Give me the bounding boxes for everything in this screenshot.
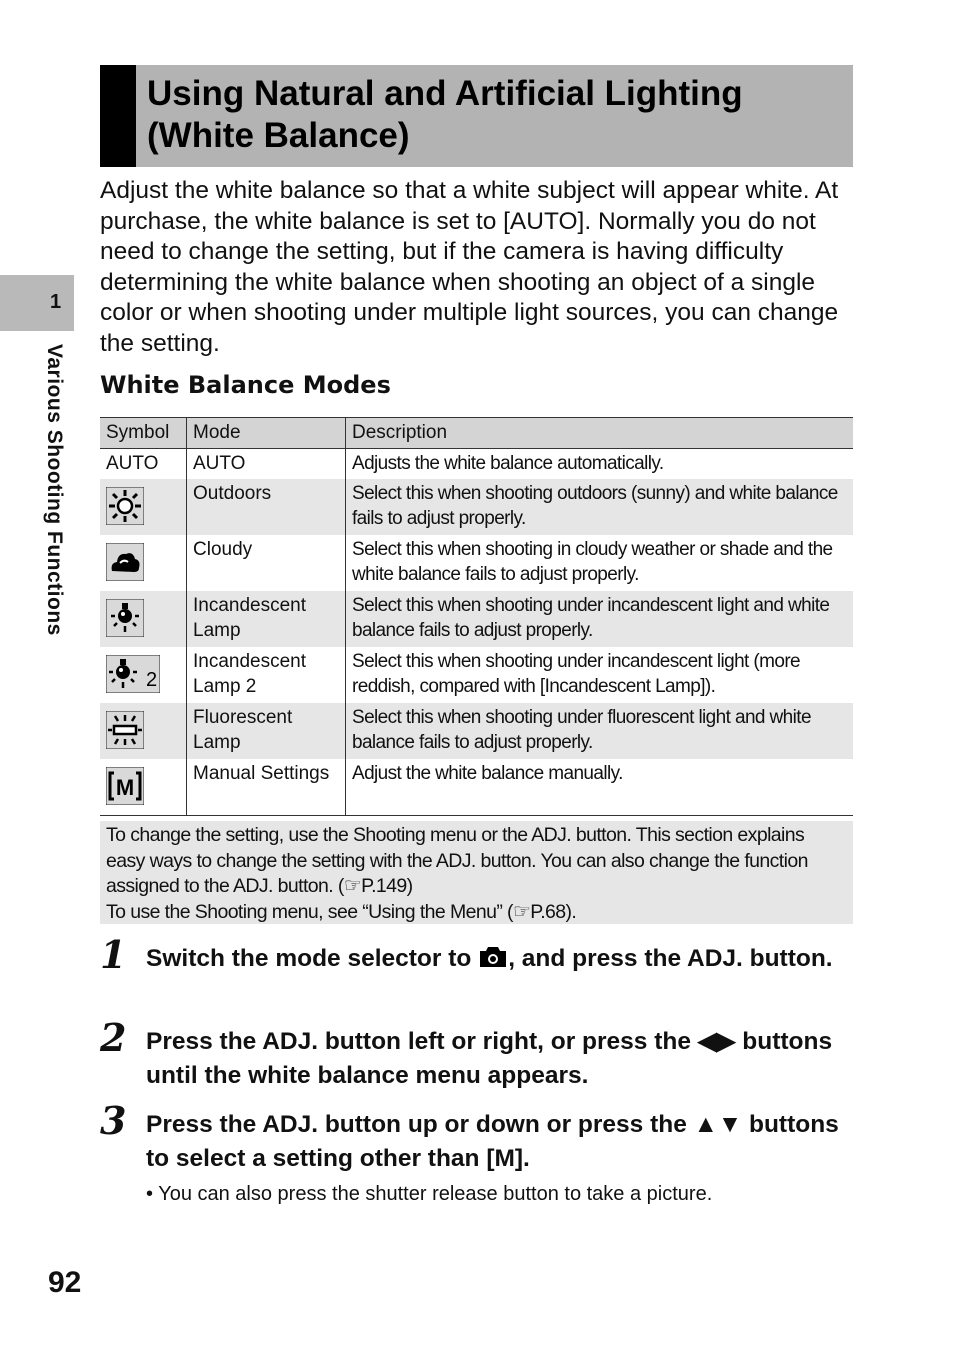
- description-cell: Select this when shooting under incandescent light (more reddish, compared with [Incandescent Lamp]).: [352, 651, 801, 697]
- step-text-part: , and press the ADJ. button.: [508, 945, 833, 972]
- title-line-1: Using Natural and Artificial Lighting: [147, 74, 743, 113]
- chapter-number: 1: [50, 291, 62, 313]
- description-cell: Select this when shooting outdoors (sunny) and white balance fails to adjust properly.: [346, 479, 854, 535]
- pointing-hand-icon: ☞: [343, 875, 362, 897]
- table-header-row: [100, 418, 853, 449]
- table-row: [100, 647, 853, 703]
- symbol-cell: [100, 535, 187, 591]
- mode-cell: AUTO: [187, 449, 346, 480]
- description-cell: Adjust the white balance manually.: [346, 759, 854, 816]
- svg-text:2: 2: [146, 669, 158, 691]
- description-cell: Select this when shooting under incandescent light and white balance fails to adjust properly.: [346, 591, 854, 647]
- table-row: [100, 479, 853, 535]
- step-text: Press the ADJ. button up or down or press the ▲▼ buttons to select a setting other than [M].: [146, 1111, 839, 1172]
- step-text: Press the ADJ. button left or right, or press the ◀▶ buttons until the white balance menu appears.: [146, 1028, 833, 1089]
- chapter-tab: [0, 275, 74, 331]
- page-number: 92: [48, 1266, 82, 1299]
- table-row: [100, 535, 853, 591]
- title-line-2: (White Balance): [147, 116, 410, 155]
- page-reference[interactable]: P.149): [361, 875, 413, 897]
- symbol-cell: [100, 591, 187, 647]
- cloudy-icon: [106, 543, 144, 581]
- page-title-box: [100, 65, 853, 167]
- mode-cell: Manual Settings: [187, 759, 346, 816]
- pointing-hand-icon: ☞: [512, 900, 531, 923]
- mode-cell: Cloudy: [187, 535, 346, 591]
- note-text: To use the Shooting menu, see “Using the Menu” (: [106, 900, 513, 923]
- camera-icon: [478, 945, 508, 969]
- step-text-part: Switch the mode selector to: [146, 945, 479, 972]
- step-number: 3: [100, 1098, 127, 1143]
- table-row: [100, 449, 853, 480]
- incandescent-lamp-2-icon: [106, 655, 160, 693]
- step-number: 1: [100, 932, 127, 977]
- symbol-cell: [100, 759, 187, 816]
- mode-cell: Fluorescent Lamp: [187, 703, 346, 759]
- header-mode: Mode: [187, 418, 346, 449]
- note-text: To change the setting, use the Shooting menu or the ADJ. button. This section explains easy ways to change the setting with the ADJ. button. You can also change the function assigned to the ADJ. button. (: [106, 824, 808, 897]
- bullet-note: • You can also press the shutter release button to take a picture.: [146, 1183, 713, 1205]
- table-row: [100, 759, 853, 816]
- mode-cell: Incandescent Lamp 2: [187, 647, 346, 703]
- symbol-cell: [100, 703, 187, 759]
- symbol-cell: [100, 647, 187, 703]
- incandescent-lamp-icon: [106, 599, 144, 637]
- fluorescent-lamp-icon: [106, 711, 144, 749]
- intro-paragraph: Adjust the white balance so that a white subject will appear white. At purchase, the white balance is set to [AUTO]. Normally you do not need to change the setting, but if the camera is having difficulty determining the white balance when shooting an object of a single color or when shooting under multiple light sources, you can change the setting.: [100, 177, 839, 357]
- step-number: 2: [100, 1015, 127, 1060]
- mode-cell: Incandescent Lamp: [187, 591, 346, 647]
- step-text: [146, 942, 846, 976]
- description-cell: Adjusts the white balance automatically.: [352, 453, 664, 474]
- table-row: [100, 591, 853, 647]
- outdoors-sun-icon: [106, 487, 144, 525]
- white-balance-table: [100, 417, 853, 816]
- note-box: [100, 821, 853, 924]
- page-reference[interactable]: P.68).: [530, 900, 577, 923]
- section-heading: White Balance Modes: [100, 371, 391, 399]
- manual-settings-icon: [106, 767, 144, 805]
- description-cell: Select this when shooting under fluorescent light and white balance fails to adjust properly.: [346, 703, 854, 759]
- description-cell: Select this when shooting in cloudy weather or shade and the white balance fails to adjust properly.: [352, 539, 833, 585]
- mode-cell: Outdoors: [187, 479, 346, 535]
- chapter-label: Various Shooting Functions: [43, 344, 66, 636]
- header-description: Description: [346, 418, 854, 449]
- page-title: [147, 73, 847, 157]
- symbol-cell: AUTO: [100, 449, 187, 480]
- symbol-cell: [100, 479, 187, 535]
- svg-text:M: M: [115, 775, 135, 800]
- table-row: [100, 703, 853, 759]
- title-accent-bar: [100, 65, 136, 167]
- header-symbol: Symbol: [100, 418, 187, 449]
